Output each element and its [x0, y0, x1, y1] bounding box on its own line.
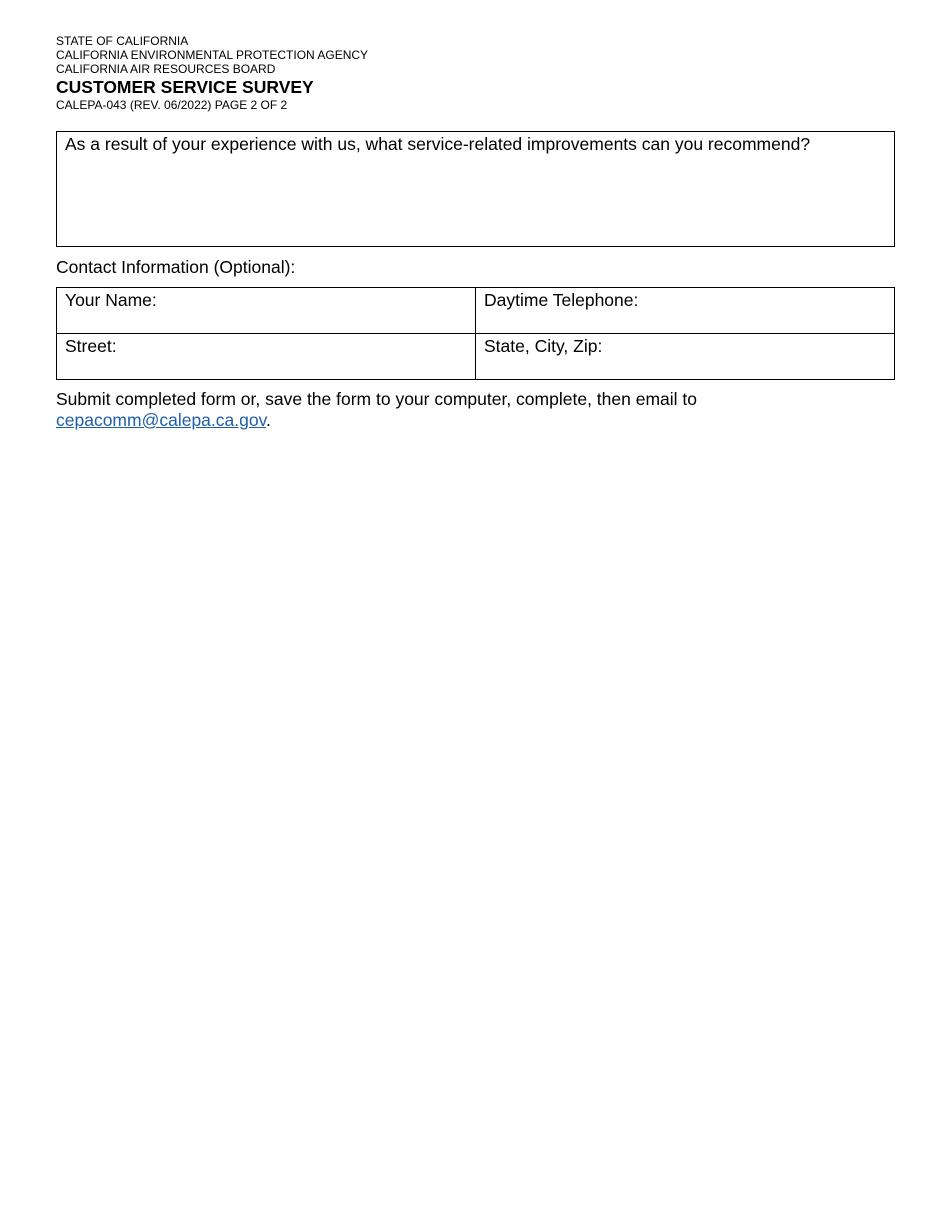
improvements-input[interactable] [65, 158, 889, 244]
submit-instructions [56, 389, 896, 431]
phone-field[interactable] [484, 312, 884, 330]
email-link[interactable]: cepacomm@calepa.ca.gov [56, 410, 267, 430]
name-field[interactable] [65, 312, 465, 330]
contact-table [56, 287, 895, 380]
agency-line: CALIFORNIA ENVIRONMENTAL PROTECTION AGENCY [56, 48, 369, 62]
submit-period: . [266, 410, 271, 430]
board-line: CALIFORNIA AIR RESOURCES BOARD [56, 62, 276, 76]
contact-row [57, 334, 895, 380]
form-id: CALEPA-043 (REV. 06/2022) PAGE 2 OF 2 [56, 98, 288, 112]
phone-cell[interactable] [476, 288, 895, 334]
state-line: STATE OF CALIFORNIA [56, 34, 189, 48]
submit-instructions-text: Submit completed form or, save the form to your computer, complete, then email to [56, 389, 697, 409]
form-header [56, 34, 368, 112]
city-label: State, City, Zip: [484, 336, 603, 356]
name-cell[interactable] [57, 288, 476, 334]
contact-row [57, 288, 895, 334]
name-label: Your Name: [65, 290, 157, 310]
street-label: Street: [65, 336, 117, 356]
contact-heading: Contact Information (Optional): [56, 257, 296, 277]
city-field[interactable] [484, 358, 884, 376]
improvements-question-box [56, 131, 895, 247]
page-title: CUSTOMER SERVICE SURVEY [56, 77, 314, 97]
city-cell[interactable] [476, 334, 895, 380]
improvements-question-label: As a result of your experience with us, what service-related improvements can you recommend? [65, 134, 811, 154]
street-field[interactable] [65, 358, 465, 376]
street-cell[interactable] [57, 334, 476, 380]
phone-label: Daytime Telephone: [484, 290, 639, 310]
